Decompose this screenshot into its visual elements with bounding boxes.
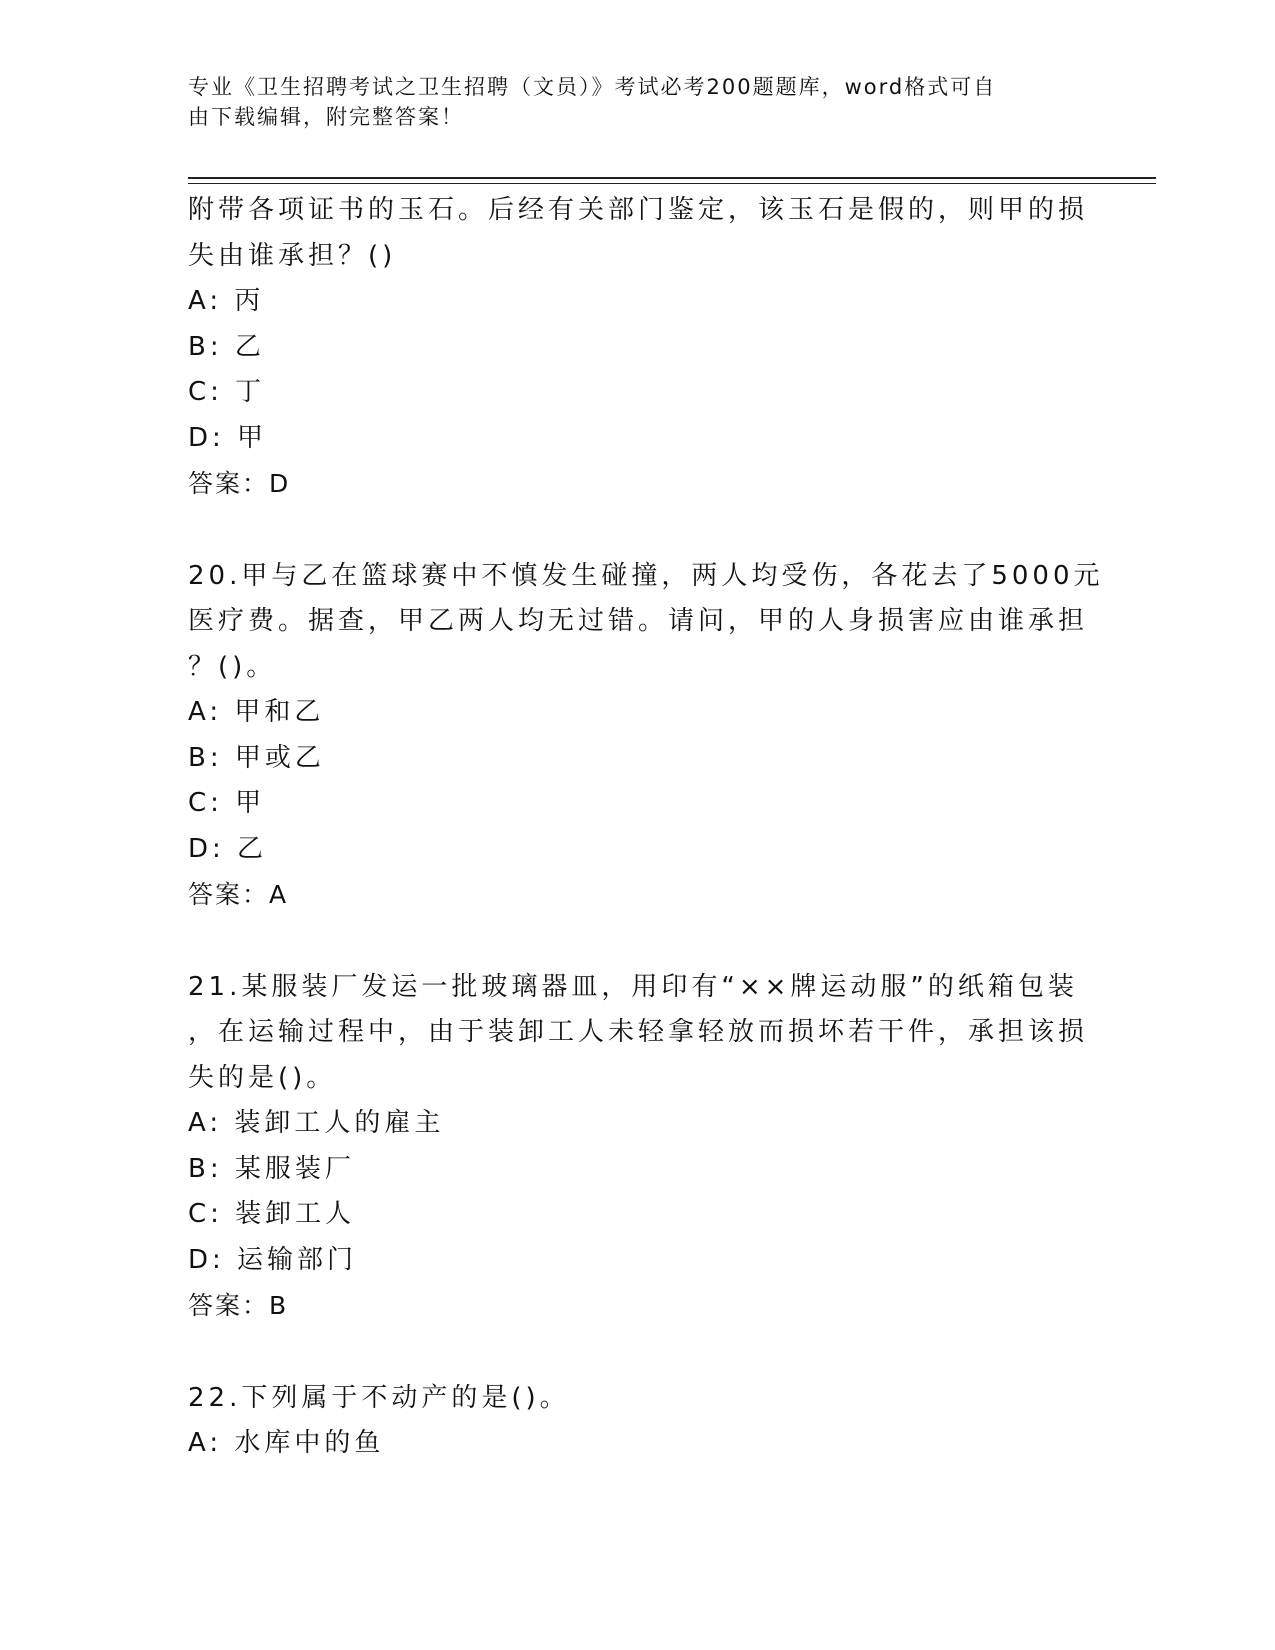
question-stem-line: 22.下列属于不动产的是()。 bbox=[188, 1382, 570, 1413]
option-a: A: 甲和乙 bbox=[188, 697, 325, 727]
question-20 bbox=[188, 554, 1104, 918]
option-d: D: 乙 bbox=[188, 833, 268, 864]
question-stem-line: 21.某服装厂发运一批玻璃器皿，用印有“××牌运动服”的纸箱包装 bbox=[188, 971, 1078, 1002]
option-d: D: 甲 bbox=[188, 422, 268, 453]
option-b: B: 甲或乙 bbox=[188, 742, 325, 773]
question-stem-line: ，在运输过程中，由于装卸工人未轻拿轻放而损坏若干件，承担该损 bbox=[188, 1017, 1089, 1047]
header-line-2: 由下载编辑，附完整答案！ bbox=[188, 105, 464, 129]
question-22 bbox=[188, 1376, 1088, 1467]
answer-line: 答案：B bbox=[188, 1291, 289, 1320]
question-stem-line: 失由谁承担？() bbox=[188, 240, 397, 271]
header-line-1: 专业《卫生招聘考试之卫生招聘（文员）》考试必考200题题库，word格式可自 bbox=[188, 75, 997, 99]
question-stem-line: ？()。 bbox=[188, 651, 277, 682]
option-c: C: 装卸工人 bbox=[188, 1199, 356, 1229]
document-header bbox=[188, 72, 1068, 132]
option-a: A: 装卸工人的雇主 bbox=[188, 1108, 445, 1138]
option-a: A: 丙 bbox=[188, 286, 265, 316]
option-c: C: 丁 bbox=[188, 377, 266, 407]
question-19 bbox=[188, 188, 1088, 507]
answer-line: 答案：A bbox=[188, 880, 289, 909]
option-b: B: 乙 bbox=[188, 331, 265, 362]
question-stem-line: 医疗费。据查，甲乙两人均无过错。请问，甲的人身损害应由谁承担 bbox=[188, 606, 1089, 636]
question-gap bbox=[188, 1329, 1088, 1376]
question-stem-line: 失的是()。 bbox=[188, 1062, 337, 1093]
option-b: B: 某服装厂 bbox=[188, 1153, 355, 1184]
header-divider-thick bbox=[188, 177, 1156, 179]
answer-line: 答案：D bbox=[188, 469, 291, 498]
option-a: A: 水库中的鱼 bbox=[188, 1428, 385, 1458]
question-gap bbox=[188, 507, 1088, 554]
question-stem-line: 20.甲与乙在篮球赛中不慎发生碰撞，两人均受伤，各花去了5000元 bbox=[188, 560, 1104, 591]
question-gap bbox=[188, 918, 1088, 965]
question-list bbox=[188, 188, 1104, 1467]
option-c: C: 甲 bbox=[188, 788, 266, 818]
question-stem-line: 附带各项证书的玉石。后经有关部门鉴定，该玉石是假的，则甲的损 bbox=[188, 195, 1089, 225]
option-d: D: 运输部门 bbox=[188, 1244, 358, 1275]
question-21 bbox=[188, 965, 1088, 1329]
header-divider-thin bbox=[188, 183, 1156, 184]
